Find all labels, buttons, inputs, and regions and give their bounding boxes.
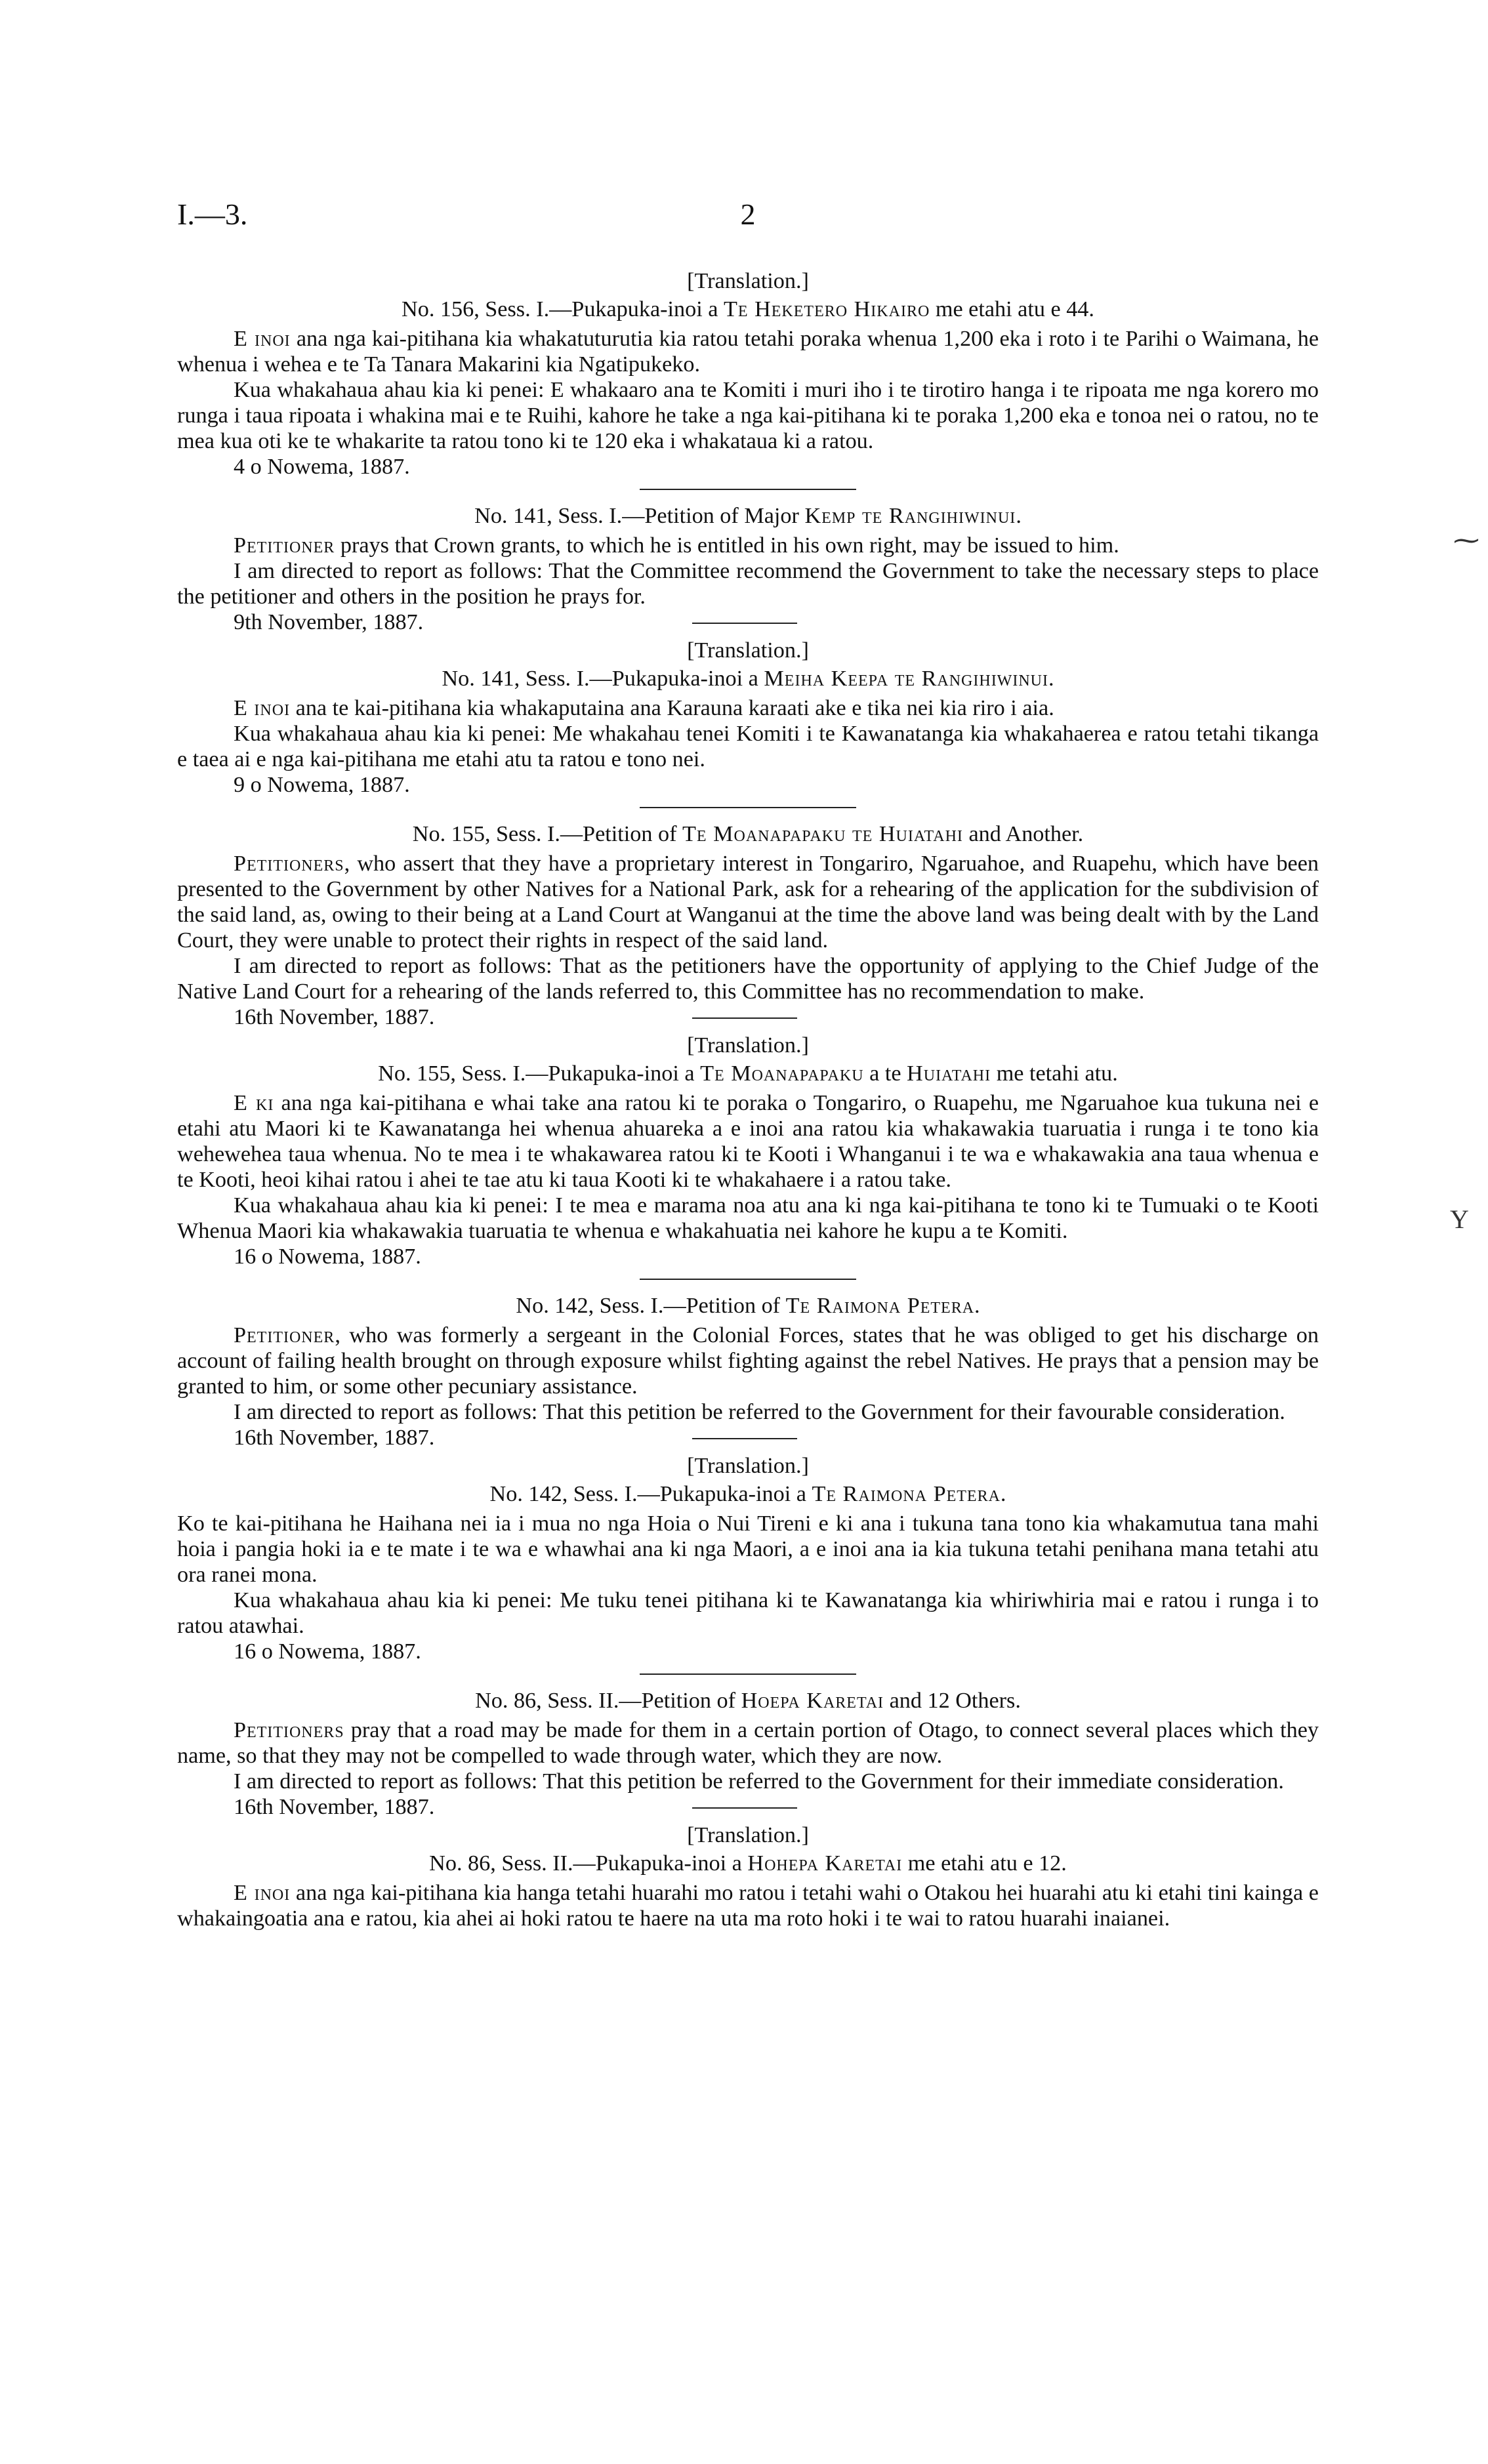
paragraph: [177, 1769, 1319, 1794]
petition-heading: [177, 297, 1319, 322]
paragraph: [177, 1193, 1319, 1244]
heading-suffix: me tetahi atu.: [991, 1061, 1118, 1086]
translation-text: [Translation.]: [687, 1033, 809, 1057]
short-rule: [692, 623, 797, 624]
date-row: [177, 609, 1319, 635]
paragraph-lead: Petitioners: [234, 852, 344, 876]
heading-prefix: No. 142, Sess. I.—Petition of: [516, 1294, 786, 1318]
heading-prefix: No. 155, Sess. I.—Pukapuka-inoi a: [378, 1061, 701, 1086]
section-divider: [640, 489, 856, 490]
petition-heading: [177, 503, 1319, 529]
paragraph: [177, 695, 1319, 721]
short-rule: [692, 1438, 797, 1439]
date-row: [177, 1425, 1319, 1450]
heading-prefix: No. 86, Sess. II.—Petition of: [475, 1689, 741, 1713]
paragraph-lead: E inoi: [234, 696, 291, 720]
petitioner-name: Te Moanapapaku: [700, 1061, 864, 1086]
paragraph-lead: E inoi: [234, 327, 291, 351]
paragraph: [177, 377, 1319, 454]
paragraph: [177, 1717, 1319, 1769]
translation-label: [177, 638, 1319, 663]
translation-text: [Translation.]: [687, 1823, 809, 1847]
paragraph-text: I am directed to report as follows: That this petition be referred to the Government for their favourable consideration.: [234, 1400, 1285, 1424]
report-date: 16 o Nowema, 1887.: [234, 1639, 421, 1664]
paragraph-text: ana te kai-pitihana kia whakaputaina ana Karauna karaati ake e tika nei kia riro i aia.: [290, 696, 1054, 720]
heading-suffix: .: [974, 1294, 980, 1318]
petitioner-name: Meiha Keepa te Rangihiwinui: [764, 667, 1048, 691]
paragraph: [177, 1588, 1319, 1639]
petitioner-name: Hohepa Karetai: [747, 1851, 903, 1876]
heading-prefix: No. 141, Sess. I.—Petition of Major: [474, 504, 805, 528]
paragraph-text: I am directed to report as follows: That the Committee recommend the Government to take the necessary steps to place the petitioner and others in the position he prays for.: [177, 559, 1319, 609]
translation-text: [Translation.]: [687, 638, 809, 663]
paragraph-text: , who was formerly a sergeant in the Colonial Forces, states that he was obliged to get his discharge on account of failing health brought on through exposure whilst fighting against the rebel Natives. He prays that a pension may be granted to him, or some other pecuniary assistance.: [177, 1323, 1319, 1399]
petition-heading: [177, 821, 1319, 847]
translation-label: [177, 1033, 1319, 1058]
paragraph-text: I am directed to report as follows: That this petition be referred to the Government for their immediate consideration.: [234, 1769, 1284, 1794]
petition-heading: [177, 1688, 1319, 1714]
paragraph-text: Kua whakahaua ahau kia ki penei: Me tuku tenei pitihana ki te Kawanatanga kia whiriwhiria mai e ratou i runga i to ratou atawhai.: [177, 1588, 1319, 1638]
petitioner-name: Hoepa Karetai: [741, 1689, 884, 1713]
section-divider: [640, 1279, 856, 1280]
heading-prefix: No. 142, Sess. I.—Pukapuka-inoi a: [489, 1482, 812, 1506]
translation-label: [177, 1822, 1319, 1848]
paragraph-lead: E ki: [234, 1091, 274, 1115]
heading-prefix: No. 141, Sess. I.—Pukapuka-inoi a: [442, 667, 764, 691]
paragraph-text: Kua whakahaua ahau kia ki penei: I te mea e marama noa atu ana ki nga kai-pitihana te tono ki te Tumuaki o te Kooti Whenua Maori kia whakawakia tuaruatia te whenua e whakahuatia nei kahore he kupu a te Komiti.: [177, 1193, 1319, 1243]
petitioner-name: Huiatahi: [907, 1061, 991, 1086]
paragraph-text: ana nga kai-pitihana kia whakatuturutia kia ratou tetahi poraka whenua 1,200 eka i roto i te Parihi o Waimana, he whenua i wehea e te Ta Tanara Makarini kia Ngatipukeko.: [177, 327, 1319, 377]
petition-heading: [177, 666, 1319, 691]
paragraph-text: I am directed to report as follows: That as the petitioners have the opportunity of applying to the Chief Judge of the Native Land Court for a rehearing of the lands referred to, this Committee has no recommendation to make.: [177, 954, 1319, 1004]
petition-heading: [177, 1481, 1319, 1507]
report-date: 9 o Nowema, 1887.: [234, 773, 410, 797]
paragraph-text: ana nga kai-pitihana kia hanga tetahi huarahi mo ratou i tetahi wahi o Otakou hei huarahi atu ki etahi tini kainga e whakaingoatia ana e ratou, kia ahei ai hoki ratou te haere na uta ma roto hoki i te wai to ratou huarahi inaianei.: [177, 1881, 1319, 1931]
report-date: 4 o Nowema, 1887.: [234, 455, 410, 479]
petitioner-name: Te Moanapapaku te Huiatahi: [682, 822, 963, 846]
date-row: [177, 1639, 1319, 1664]
page-number: 2: [740, 197, 756, 231]
document-reference: I.—3.: [177, 197, 248, 231]
paragraph: [177, 558, 1319, 609]
margin-mark: Y: [1450, 1204, 1469, 1234]
date-row: [177, 454, 1319, 480]
paragraph-text: pray that a road may be made for them in a certain portion of Otago, to connect several places which they name, so that they may not be compelled to wade through water, which they are now.: [177, 1718, 1319, 1768]
paragraph-text: Kua whakahaua ahau kia ki penei: E whakaaro ana te Komiti i muri iho i te tirotiro hanga i te ripoata me nga korero mo runga i taua ripoata i whakina mai e te Ruihi, kahore he take a nga kai-pitihana ki te poraka 1,200 eka e tonoa nei o ratou, no te mea kua oti ke te whakarite ta ratou tono ki te 120 eka i whakataua ki a ratou.: [177, 378, 1319, 453]
paragraph-text: ana nga kai-pitihana e whai take ana ratou ki te poraka o Tongariro, o Ruapehu, me Ngaruahoe kua tukuna nei e etahi atu Maori ki te Kawanatanga hei whenua ahuareka a e inoi ana ratou kia whakawakia tuaruatia i runga i te tono kia wehewehea taua whenua. No te mea i te whakawarea ratou ki te Kooti i Whanganui i te wa e whakawakia ana taua whenua e te Kooti, heoi kihai ratou i ahei te tae atu ki taua Kooti ki te whakahaere i a ratou take.: [177, 1091, 1319, 1192]
paragraph: [177, 1090, 1319, 1193]
report-date: 9th November, 1887.: [234, 610, 424, 634]
paragraph: [177, 533, 1319, 558]
heading-suffix: .: [1048, 667, 1054, 691]
paragraph: [177, 953, 1319, 1004]
date-row: [177, 1794, 1319, 1820]
short-rule: [692, 1807, 797, 1809]
petitioner-name: Te Heketero Hikairo: [723, 297, 930, 321]
heading-suffix: and 12 Others.: [884, 1689, 1021, 1713]
heading-suffix: and Another.: [962, 822, 1084, 846]
paragraph-text: prays that Crown grants, to which he is entitled in his own right, may be issued to him.: [335, 533, 1119, 558]
date-row: [177, 1004, 1319, 1030]
petition-heading: [177, 1851, 1319, 1876]
margin-mark: ⁓: [1453, 525, 1479, 555]
date-row: [177, 1244, 1319, 1269]
heading-prefix: No. 155, Sess. I.—Petition of: [412, 822, 682, 846]
paragraph-lead: Petitioner: [234, 1323, 335, 1347]
paragraph: [177, 1880, 1319, 1931]
paragraph-lead: Petitioner: [234, 533, 335, 558]
short-rule: [692, 1017, 797, 1019]
report-date: 16 o Nowema, 1887.: [234, 1244, 421, 1269]
heading-suffix: me etahi atu e 44.: [930, 297, 1094, 321]
translation-label: [177, 268, 1319, 294]
paragraph: [177, 1399, 1319, 1425]
translation-text: [Translation.]: [687, 1454, 809, 1478]
heading-suffix: .: [1000, 1482, 1006, 1506]
heading-suffix: me etahi atu e 12.: [902, 1851, 1067, 1876]
translation-text: [Translation.]: [687, 269, 809, 293]
page-header: [177, 197, 1319, 256]
section-divider: [640, 1673, 856, 1675]
translation-label: [177, 1453, 1319, 1479]
heading-prefix: No. 156, Sess. I.—Pukapuka-inoi a: [402, 297, 724, 321]
report-date: 16th November, 1887.: [234, 1005, 435, 1029]
paragraph-text: Kua whakahaua ahau kia ki penei: Me whakahau tenei Komiti i te Kawanatanga kia whakahaerea e ratou tetahi tikanga e taea ai e nga kai-pitihana me etahi atu ta ratou e tono nei.: [177, 722, 1319, 771]
paragraph: [177, 851, 1319, 953]
heading-suffix: a te: [863, 1061, 907, 1086]
paragraph-text: Ko te kai-pitihana he Haihana nei ia i mua no nga Hoia o Nui Tireni e ki ana i tukuna tana tono kia whakamutua tana mahi hoia i pangia hoki ia e te mate i te wa e whawhai ana ki nga Maori, a e inoi ana ia kia tukuna tetahi penihana mana tetahi atu ora ranei mona.: [177, 1511, 1319, 1587]
heading-prefix: No. 86, Sess. II.—Pukapuka-inoi a: [429, 1851, 748, 1876]
paragraph: [177, 326, 1319, 377]
report-date: 16th November, 1887.: [234, 1795, 435, 1819]
paragraph: [177, 1323, 1319, 1399]
petitioner-name: Te Raimona Petera: [785, 1294, 975, 1318]
paragraph: [177, 721, 1319, 772]
paragraph: [177, 1511, 1319, 1588]
document-body: [177, 266, 1319, 1931]
paragraph-text: , who assert that they have a proprietary interest in Tongariro, Ngaruahoe, and Ruapehu, which have been presented to the Government by other Natives for a National Park, ask for a rehearing of the application for the subdivision of the said land, as, owing to their being at a Land Court at Wanganui at the time the above land was being dealt with by the Land Court, they were unable to protect their rights in respect of the said land.: [177, 852, 1319, 953]
section-divider: [640, 807, 856, 808]
paragraph-lead: E inoi: [234, 1881, 291, 1905]
petitioner-name: Te Raimona Petera: [812, 1482, 1001, 1506]
date-row: [177, 772, 1319, 798]
petition-heading: [177, 1061, 1319, 1086]
petition-heading: [177, 1293, 1319, 1319]
heading-suffix: .: [1016, 504, 1022, 528]
petitioner-name: Kemp te Rangihiwinui: [804, 504, 1016, 528]
paragraph-lead: Petitioners: [234, 1718, 344, 1742]
report-date: 16th November, 1887.: [234, 1426, 435, 1450]
